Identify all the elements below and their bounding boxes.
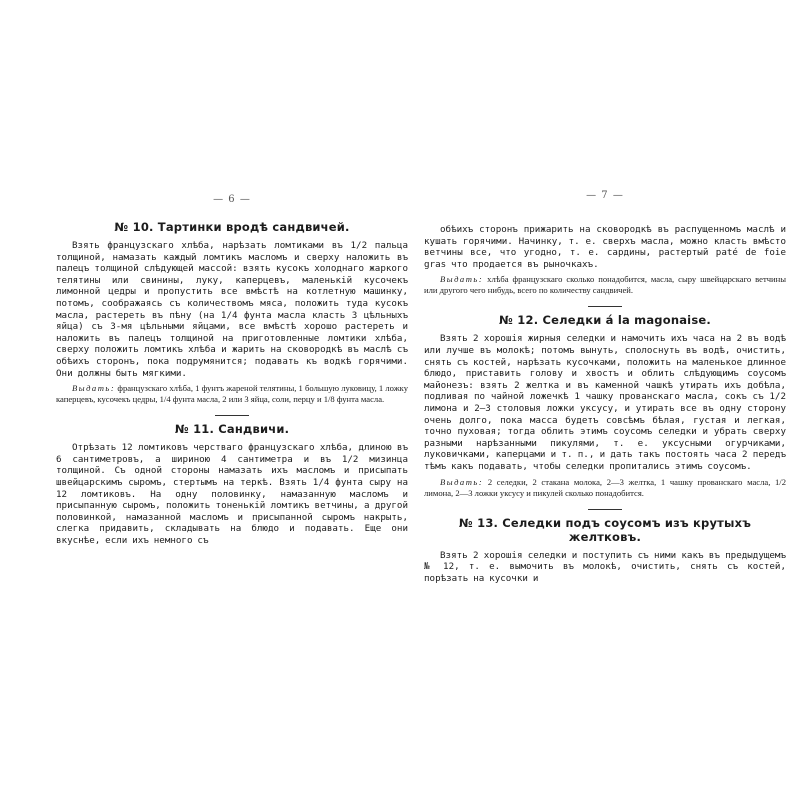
recipe-13-title: № 13. Селедки подъ соусомъ изъ крутыхъ желтковъ. bbox=[458, 515, 752, 544]
recipe-12-body: Взять 2 хорошія жирныя селедки и намочить ихъ часа на 2 въ водѣ или лучше въ молокѣ; потомъ вынуть, сполоснуть въ водѣ, очистить, снять съ костей, нарѣзать кусочками, положить на маленькое длинное блюдо, приставить голову и хвостъ и облить слѣдующимъ соусомъ майонезъ: взять 2 желтка и въ каменной чашкѣ утирать ихъ добѣла, подливая по чайной ложечкѣ 1 чашку прованскаго масла, сокъ съ 1/2 лимона и 2—3 столовыя ложки уксусу, и утирать все въ одну сторону очень долго, пока масса будетъ совсѣмъ бѣлая, густая и легкая, точно пуховая; тогда облить этимъ соусомъ селедки и убрать сверху разными нарѣзанными пикулями, т. е. уксусными огурчиками, луковичками, каперцами и т. п., и дать такъ постоять часа 2 передъ тѣмъ какъ подавать, чтобы селедки пропитались этимъ соусомъ. bbox=[424, 333, 786, 472]
recipe-11-title: № 11. Сандвичи. bbox=[174, 422, 290, 437]
page-number: — 7 — bbox=[586, 190, 624, 201]
ingredients-text: хлѣба французскаго сколько понадобится, масла, сыру швейцарскаго ветчины или другого чего нибудь, всего по количеству сандвичей. bbox=[424, 274, 786, 296]
recipe-11-ingredients bbox=[424, 274, 786, 296]
ingredients-label: Выдать: bbox=[440, 476, 484, 487]
ingredients-label: Выдать: bbox=[72, 383, 116, 394]
recipe-13-body: Взять 2 хорошія селедки и поступить съ ними какъ въ предыдущемъ № 12, т. е. вымочить въ молокѣ, очистить, снять съ костей, порѣзать на кусочки и bbox=[424, 549, 786, 584]
ingredients-text: французскаго хлѣба, 1 фунтъ жареной телятины, 1 большую луковицу, 1 ложку каперцевъ, кусочекъ цедры, 1/4 фунта масла, 2 или 3 яйца, соли, перцу и 1/8 фунта масла. bbox=[56, 383, 408, 405]
ingredients-text: 2 селедки, 2 стакана молока, 2—3 желтка, 1 чашку прованскаго масла, 1/2 лимона, 2—3 ложки уксусу и пикулей сколько понадобится. bbox=[424, 476, 786, 498]
recipe-12-ingredients bbox=[424, 477, 786, 499]
recipe-10-body: Взять французскаго хлѣба, нарѣзать ломтиками въ 1/2 пальца толщиной, намазать каждый ломтикъ масломъ и сверху наложить въ палецъ толщиной слѣдующей массой: взять кусокъ холоднаго жаркого телятины или свинины, луку, каперцевъ, маленькій кусочекъ лимонной цедры и пропустить все вмѣстѣ на котлетную машинку, потомъ, соображаясь съ количествомъ мяса, положить туда кусокъ масла, растереть въ пѣну (на 1/4 фунта масла класть 3 цѣльныхъ яйца) съ 3-мя цѣльными яйцами, все вмѣстѣ хорошо растереть и наложить въ палецъ толщиной на приготовленные ломтики хлѣба, сверху положить ломтикъ хлѣба и жарить на сковородкѣ въ маслѣ съ обѣихъ сторонъ, пока подрумянится; подавать къ водкѣ горячими. Они должны быть мягкими. bbox=[56, 240, 408, 379]
section-divider bbox=[588, 509, 622, 510]
right-page bbox=[424, 190, 786, 625]
recipe-10-ingredients bbox=[56, 383, 408, 405]
left-page bbox=[56, 190, 408, 625]
recipe-11-continuation: обѣихъ сторонъ прижарить на сковородкѣ въ распущенномъ маслѣ и кушать горячими. Начинку, т. е. сверхъ масла, можно класть вмѣсто ветчины все, что угодно, т. е. сардины, растертый paté de foie gras что продается въ рыночкахъ. bbox=[424, 224, 786, 270]
recipe-11-body: Отрѣзать 12 ломтиковъ черстваго французскаго хлѣба, длиною въ 6 сантиметровъ, а шириною 4 сантиметра и въ 1/2 мизинца толщиной. Съ одной стороны намазать ихъ масломъ и присыпать швейцарскимъ сыромъ, стертымъ на теркѣ. Взять 1/4 фунта сыру на 12 ломтиковъ. На одну половинку, намазанную масломъ и присыпанную сыромъ, положить тоненькій ломтикъ ветчины, а другой половинкой, намазанной масломъ и присыпанной сыромъ накрыть, слегка придавить, складывать на блюдо и подавать. Еще они вкуснѣе, если ихъ немного съ bbox=[56, 442, 408, 546]
section-divider bbox=[215, 415, 249, 416]
recipe-12-title: № 12. Селедки á la magonaise. bbox=[499, 313, 711, 328]
ingredients-label: Выдать: bbox=[440, 274, 484, 285]
section-divider bbox=[588, 306, 622, 307]
recipe-10-title: № 10. Тартинки вродѣ сандвичей. bbox=[114, 220, 350, 234]
page-number: — 6 — bbox=[213, 194, 251, 205]
